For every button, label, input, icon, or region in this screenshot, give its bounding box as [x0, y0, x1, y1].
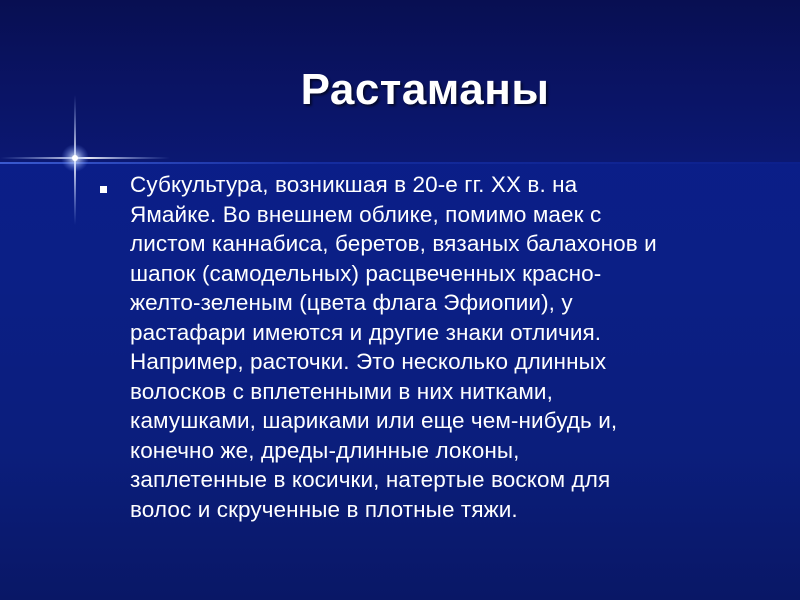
bullet-line: заплетенные в косички, натертые воском для [130, 467, 611, 492]
bullet-item [100, 170, 760, 524]
bullet-line: камушками, шариками или еще чем-нибудь и, [130, 408, 618, 433]
bullet-line: Субкультура, возникшая в 20-е гг. XX в. на [130, 172, 578, 197]
bullet-line: волосков с вплетенными в них нитками, [130, 378, 553, 404]
bullet-line: Например, расточки. Это несколько длинных [130, 349, 607, 374]
bullet-line: растафари имеются и другие знаки отличия. [130, 319, 602, 345]
square-bullet-icon [100, 186, 107, 193]
bullet-line: волос и скрученные в плотные тяжи. [130, 496, 518, 522]
bullet-list [100, 170, 760, 524]
slide-title: Растаманы [300, 65, 550, 114]
bullet-line: шапок (самодельных) расцвеченных красно- [130, 260, 602, 286]
bullet-text [130, 170, 760, 524]
bullet-line: Ямайке. Во внешнем облике, помимо маек с [130, 201, 602, 227]
bullet-line: листом каннабиса, беретов, вязаных балахонов и [130, 231, 657, 256]
bullet-line: желто-зеленым (цвета флага Эфиопии), у [130, 290, 573, 315]
bullet-line: конечно же, дреды-длинные локоны, [130, 437, 520, 463]
